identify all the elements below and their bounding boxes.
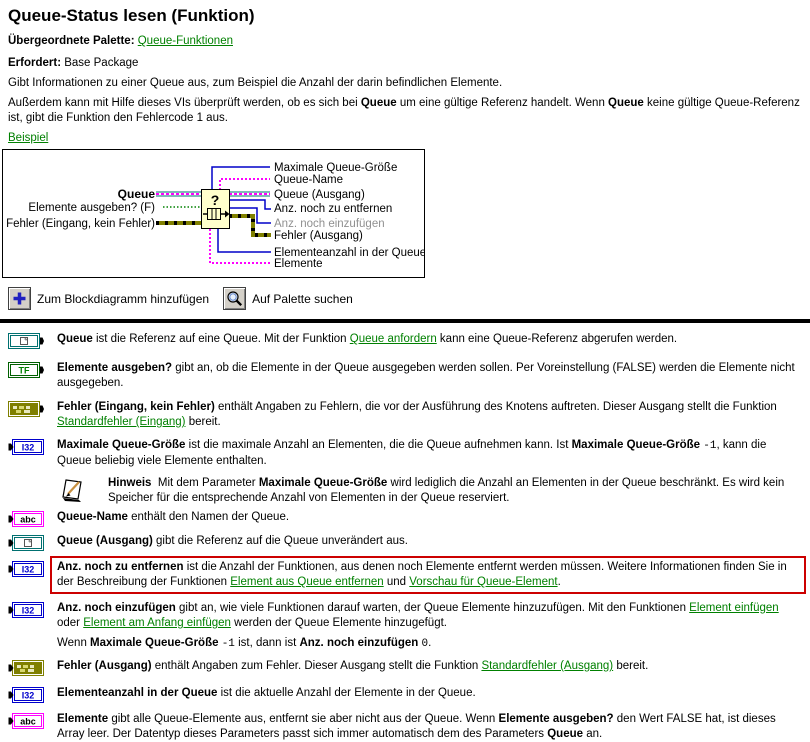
text-run: Außerdem kann mit Hilfe dieses VIs überprüft werden, ob es sich bei xyxy=(8,97,361,109)
bold-term: Elemente xyxy=(57,713,109,725)
text-run: um eine gültige Referenz handelt. Wenn xyxy=(396,97,609,109)
bold-term: Maximale Queue-Größe xyxy=(571,439,701,451)
parameter-description xyxy=(50,556,806,594)
parameter-description xyxy=(57,712,806,742)
page-title: Queue-Status lesen (Funktion) xyxy=(8,6,255,25)
text-run: enthält den Namen der Queue. xyxy=(127,511,290,523)
inline-link[interactable]: Standardfehler (Eingang) xyxy=(57,416,186,428)
svg-text:TF: TF xyxy=(18,365,30,376)
add-to-blockdiagram-label: Zum Blockdiagramm hinzufügen xyxy=(37,291,210,306)
diagram-label-fehler-eingang: Fehler (Eingang, kein Fehler) xyxy=(6,218,155,230)
param-anz-noch-zu-entfernen xyxy=(8,560,806,594)
diagram-label-elemente: Elemente xyxy=(274,258,323,270)
note-hinweis xyxy=(60,476,806,506)
connector-pane-svg xyxy=(3,150,424,277)
text-run: bereit. xyxy=(613,660,649,672)
parameter-description xyxy=(57,400,806,430)
diagram-label-elementeanzahl: Elementeanzahl in der Queue xyxy=(274,247,424,259)
string-out-icon xyxy=(8,712,57,732)
parameter-description xyxy=(57,332,806,347)
queue-status-node-icon xyxy=(202,190,230,229)
text-run: . xyxy=(557,576,561,588)
add-to-blockdiagram-button[interactable] xyxy=(8,287,31,310)
intro-paragraph-2 xyxy=(8,96,806,126)
bold-term: Anz. noch zu entfernen xyxy=(57,561,184,573)
text-run: werden der Queue Elemente hinzugefügt. xyxy=(230,617,447,629)
bold-term: Maximale Queue-Größe xyxy=(90,637,219,649)
inline-link[interactable]: Queue anfordern xyxy=(349,333,437,345)
text-run: den Wert FALSE hat, ist dieses Array leer. Der Datentyp dieses Parameters passt sich immer automatisch dem des Parameters xyxy=(57,713,776,740)
section-divider xyxy=(0,319,810,323)
diagram-label-anz-einzufuegen: Anz. noch einzufügen xyxy=(274,218,385,230)
param-queue-ausgang xyxy=(8,534,806,554)
text-run: enthält Angaben zum Fehler. Dieser Ausgang stellt die Funktion xyxy=(151,660,482,672)
magnifier-icon xyxy=(226,290,243,307)
text-run: Base Package xyxy=(64,57,139,69)
example-link[interactable]: Beispiel xyxy=(8,132,49,144)
svg-text:I32: I32 xyxy=(21,442,35,453)
bold-term: Elemente ausgeben? xyxy=(498,713,614,725)
intro-paragraph-1: Gibt Informationen zu einer Queue aus, zum Beispiel die Anzahl der darin befindlichen Elemente. xyxy=(8,77,503,89)
parameter-description xyxy=(57,438,806,469)
bold-term: Elementeanzahl in der Queue xyxy=(57,687,218,699)
param-queue-name xyxy=(8,510,806,530)
param-fehler-eingang xyxy=(8,400,806,430)
example-link-line xyxy=(8,131,806,146)
parameter-description xyxy=(57,510,806,525)
text-run: und xyxy=(383,576,410,588)
text-run: wird lediglich die Anzahl an Elementen in der Queue beschränkt. Es wird kein Speicher für die entsprechende Anzahl von Elementen in der Queue reserviert. xyxy=(108,477,785,504)
bold-term: Anz. noch einzufügen xyxy=(299,637,419,649)
parent-palette-line xyxy=(8,33,806,49)
param-maximale-queue-groesse xyxy=(8,438,806,469)
parameter-description xyxy=(57,601,806,652)
parameter-description xyxy=(57,534,806,549)
param-queue xyxy=(8,332,806,352)
bold-term: Fehler (Ausgang) xyxy=(57,660,152,672)
bold-term: Erfordert: xyxy=(8,57,65,69)
inline-link[interactable]: Element am Anfang einfügen xyxy=(83,617,231,629)
svg-text:I32: I32 xyxy=(21,564,35,575)
text-run: . xyxy=(428,637,432,649)
string-out-icon xyxy=(8,510,57,530)
text-run: ist die Referenz auf eine Queue. Mit der Funktion xyxy=(92,333,350,345)
queue-refnum-out-icon xyxy=(8,534,57,554)
param-fehler-ausgang xyxy=(8,659,806,679)
text-run: ist die aktuelle Anzahl der Elemente in der Queue. xyxy=(217,687,476,699)
text-run: gibt an, wie viele Funktionen darauf warten, der Queue Elemente hinzuzufügen. Mit den Funktionen xyxy=(175,602,690,614)
i32-out-icon xyxy=(8,686,57,706)
inline-link[interactable]: Standardfehler (Ausgang) xyxy=(481,660,614,672)
toolbar xyxy=(8,287,806,310)
inline-link[interactable]: Element aus Queue entfernen xyxy=(230,576,384,588)
text-run: keine gültige Queue-Referenz ist, gibt die Funktion den Fehlercode 1 aus. xyxy=(8,97,800,124)
text-run: enthält Angaben zu Fehlern, die vor der Ausführung des Knotens auftreten. Dieser Ausgang stellt die Funktion xyxy=(214,401,777,413)
parameter-extra-paragraph xyxy=(57,636,804,652)
parameter-description xyxy=(57,686,806,701)
text-run: bereit. xyxy=(185,416,221,428)
literal-value: 0 xyxy=(421,638,429,650)
bold-term: Maximale Queue-Größe xyxy=(258,477,388,489)
note-icon xyxy=(60,476,108,506)
requires-line xyxy=(8,55,806,71)
connector-pane-diagram xyxy=(2,149,425,278)
i32-out-icon xyxy=(8,601,57,621)
error-in-icon xyxy=(8,400,57,420)
param-elemente-ausgeben xyxy=(8,361,806,391)
diagram-label-queue: Queue xyxy=(117,187,155,201)
diagram-label-elemente-ausgeben: Elemente ausgeben? (F) xyxy=(28,202,155,214)
inline-link[interactable]: Queue-Funktionen xyxy=(137,35,233,47)
parameters-list xyxy=(8,332,806,742)
parameter-description xyxy=(57,659,806,674)
bold-term: Queue (Ausgang) xyxy=(57,535,153,547)
bold-term: Queue xyxy=(547,728,584,740)
diagram-label-queue-name: Queue-Name xyxy=(274,174,344,186)
diagram-label-anz-entfernen: Anz. noch zu entfernen xyxy=(274,203,393,215)
text-run: , kann die Queue beliebig viele Elemente enthalten. xyxy=(57,439,767,467)
error-out-wire xyxy=(229,216,271,235)
text-run: gibt die Referenz auf die Queue unverändert aus. xyxy=(152,535,408,547)
text-run: gibt an, ob die Elemente in der Queue ausgegeben werden sollen. Per Voreinstellung (FALSE) werden die Elemente nicht ausgegeben. xyxy=(57,362,795,389)
param-elemente xyxy=(8,712,806,742)
bold-term: Queue-Name xyxy=(57,511,128,523)
queue-refnum-in-icon xyxy=(8,332,57,352)
diagram-label-queue-ausgang: Queue (Ausgang) xyxy=(274,189,365,201)
parameter-description xyxy=(57,361,806,391)
queue-name-wire xyxy=(220,179,270,190)
svg-text:I32: I32 xyxy=(21,605,35,616)
bold-term: Queue xyxy=(360,97,397,109)
literal-value: -1 xyxy=(221,638,235,650)
text-run: ist, dann ist xyxy=(234,637,300,649)
bold-term: Hinweis xyxy=(108,477,152,489)
svg-text:?: ? xyxy=(210,192,220,208)
param-elementeanzahl xyxy=(8,686,806,706)
svg-text:abc: abc xyxy=(20,716,36,727)
inline-link[interactable]: Vorschau für Queue-Element xyxy=(409,576,558,588)
search-palette-label: Auf Palette suchen xyxy=(252,291,353,306)
diagram-label-fehler-ausgang: Fehler (Ausgang) xyxy=(274,230,363,242)
bold-term: Elemente ausgeben? xyxy=(57,362,173,374)
bold-term: Queue xyxy=(608,97,644,109)
text-run: Wenn xyxy=(57,637,91,649)
text-run: an. xyxy=(583,728,603,740)
bold-term: Maximale Queue-Größe xyxy=(57,439,186,451)
literal-value: -1 xyxy=(703,440,717,452)
text-run: ist die Anzahl der Funktionen, aus denen noch Elemente entfernt werden müssen. Weitere Informationen finden Sie in der Beschreibung der Funktionen xyxy=(57,561,787,588)
elementeanzahl-wire xyxy=(218,228,271,252)
bold-term: Fehler (Eingang, kein Fehler) xyxy=(57,401,215,413)
bool-in-icon xyxy=(8,361,57,381)
svg-text:abc: abc xyxy=(20,514,36,525)
text-run: gibt alle Queue-Elemente aus, entfernt sie aber nicht aus der Queue. Wenn xyxy=(108,713,499,725)
text-run: oder xyxy=(57,617,84,629)
search-palette-button[interactable] xyxy=(223,287,246,310)
text-run: Mit dem Parameter xyxy=(151,477,259,489)
bold-term: Übergeordnete Palette: xyxy=(8,35,138,47)
text-run: kann eine Queue-Referenz abgerufen werden. xyxy=(436,333,678,345)
inline-link[interactable]: Element einfügen xyxy=(689,602,779,614)
bold-term: Queue xyxy=(57,333,93,345)
error-out-icon xyxy=(8,659,57,679)
svg-text:I32: I32 xyxy=(21,690,35,701)
parameter-description xyxy=(108,476,806,506)
bold-term: Anz. noch einzufügen xyxy=(57,602,176,614)
text-run: ist die maximale Anzahl an Elementen, die die Queue aufnehmen kann. Ist xyxy=(185,439,572,451)
i32-out-icon xyxy=(8,438,57,458)
param-anz-noch-einzufuegen xyxy=(8,601,806,652)
help-page xyxy=(0,5,810,742)
diagram-label-max-size: Maximale Queue-Größe xyxy=(274,162,398,174)
plus-icon xyxy=(11,290,28,307)
